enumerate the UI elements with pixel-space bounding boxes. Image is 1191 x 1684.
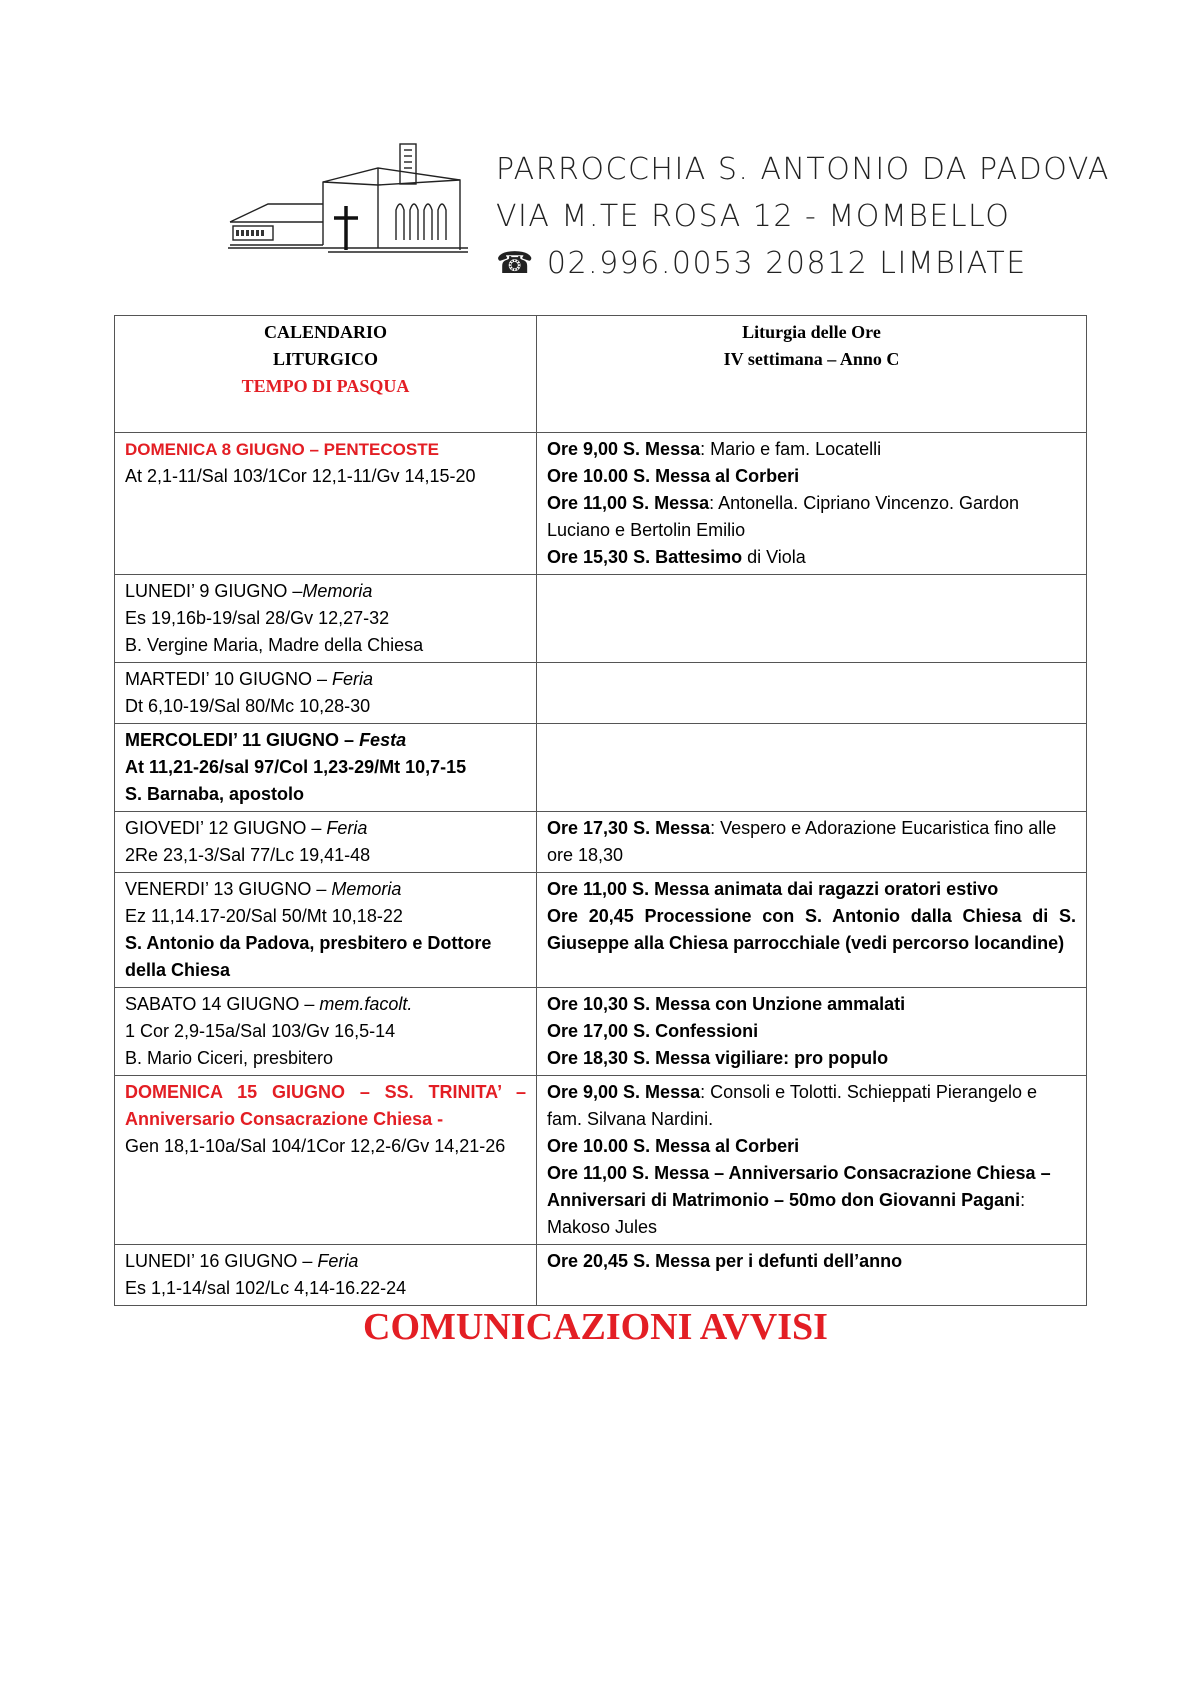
church-logo	[228, 140, 498, 270]
table-row	[115, 1245, 1087, 1306]
liturgical-calendar-table	[114, 315, 1087, 1306]
parish-address: VIA M.TE ROSA 12 - MOMBELLO	[496, 199, 1011, 234]
table-row	[115, 812, 1087, 873]
events-cell: Ore 11,00 S. Messa animata dai ragazzi oratori estivo Ore 20,45 Processione con S. Antonio dalla Chiesa di S. Giuseppe alla Chiesa parrocchiale (vedi percorso locandine)	[537, 873, 1087, 988]
table-row	[115, 1076, 1087, 1245]
table-row	[115, 873, 1087, 988]
events-cell: Ore 10,30 S. Messa con Unzione ammalati Ore 17,00 S. Confessioni Ore 18,30 S. Messa vigiliare: pro populo	[537, 988, 1087, 1076]
day-cell: MERCOLEDI’ 11 GIUGNO – Festa At 11,21-26/sal 97/Col 1,23-29/Mt 10,7-15 S. Barnaba, apostolo	[115, 724, 537, 812]
parish-header	[228, 140, 1110, 281]
parish-phone-line	[496, 240, 1110, 287]
day-cell: MARTEDI’ 10 GIUGNO – Feria Dt 6,10-19/Sal 80/Mc 10,28-30	[115, 663, 537, 724]
events-cell: Ore 9,00 S. Messa: Mario e fam. Locatelli Ore 10.00 S. Messa al Corberi Ore 11,00 S. Messa: Antonella. Cipriano Vincenzo. Gardon Luciano e Bertolin Emilio Ore 15,30 S. Battesimo di Viola	[537, 433, 1087, 575]
telephone-icon: ☎	[496, 246, 535, 281]
announcements-title: COMUNICAZIONI AVVISI	[363, 1306, 828, 1348]
events-cell: Ore 9,00 S. Messa: Consoli e Tolotti. Schieppati Pierangelo e fam. Silvana Nardini. Ore 10.00 S. Messa al Corberi Ore 11,00 S. Messa – Anniversario Consacrazione Chiesa – Anniversari di Matrimonio – 50mo don Giovanni Pagani: Makoso Jules	[537, 1076, 1087, 1245]
day-cell: LUNEDI’ 9 GIUGNO –Memoria Es 19,16b-19/sal 28/Gv 12,27-32 B. Vergine Maria, Madre della Chiesa	[115, 575, 537, 663]
liturgy-hours-header: Liturgia delle Ore IV settimana – Anno C	[537, 316, 1087, 433]
events-cell	[537, 724, 1087, 812]
season-title: TEMPO DI PASQUA	[241, 376, 410, 396]
table-row	[115, 724, 1087, 812]
events-cell	[537, 575, 1087, 663]
day-cell: VENERDI’ 13 GIUGNO – Memoria Ez 11,14.17-20/Sal 50/Mt 10,18-22 S. Antonio da Padova, presbitero e Dottore della Chiesa	[115, 873, 537, 988]
events-cell: Ore 20,45 S. Messa per i defunti dell’anno	[537, 1245, 1087, 1306]
table-row	[115, 988, 1087, 1076]
parish-phone: 02.996.0053 20812 LIMBIATE	[546, 246, 1027, 281]
table-row	[115, 575, 1087, 663]
day-cell: SABATO 14 GIUGNO – mem.facolt. 1 Cor 2,9-15a/Sal 103/Gv 16,5-14 B. Mario Ciceri, presbitero	[115, 988, 537, 1076]
day-cell: LUNEDI’ 16 GIUGNO – Feria Es 1,1-14/sal 102/Lc 4,14-16.22-24	[115, 1245, 537, 1306]
day-cell: DOMENICA 8 GIUGNO – PENTECOSTE At 2,1-11/Sal 103/1Cor 12,1-11/Gv 14,15-20	[115, 433, 537, 575]
day-cell: DOMENICA 15 GIUGNO – SS. TRINITA’ – Anniversario Consacrazione Chiesa - Gen 18,1-10a/Sal 104/1Cor 12,2-6/Gv 14,21-26	[115, 1076, 537, 1245]
table-row	[115, 663, 1087, 724]
calendar-header: CALENDARIO LITURGICO TEMPO DI PASQUA	[115, 316, 537, 433]
day-cell: GIOVEDI’ 12 GIUGNO – Feria 2Re 23,1-3/Sal 77/Lc 19,41-48	[115, 812, 537, 873]
events-cell: Ore 17,30 S. Messa: Vespero e Adorazione Eucaristica fino alle ore 18,30	[537, 812, 1087, 873]
events-cell	[537, 663, 1087, 724]
table-header-row	[115, 316, 1087, 433]
table-row	[115, 433, 1087, 575]
parish-name: PARROCCHIA S. ANTONIO DA PADOVA	[496, 152, 1110, 187]
